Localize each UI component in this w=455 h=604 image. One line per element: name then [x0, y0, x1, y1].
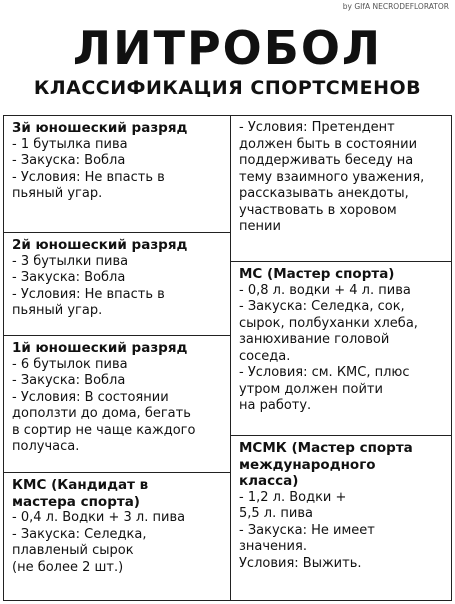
rank-line: - Условия: Не впасть в [12, 286, 165, 302]
poster-title: ЛИТРОБОЛ [72, 21, 383, 75]
rank-heading: класса) [239, 473, 299, 489]
rank-line: - Условия: см. КМС, плюс [239, 365, 410, 380]
rank-line: в сортир не чаще каждого [12, 422, 196, 438]
rank-line: участвовать в хоровом [239, 202, 397, 218]
rank-line: - 6 бутылок пива [12, 356, 128, 372]
rank-line: - Условия: Не впасть в [12, 169, 165, 185]
rank-line: (не более 2 шт.) [12, 559, 124, 575]
rank-heading: КМС (Кандидат в [12, 477, 149, 493]
rank-line: утром должен пойти [239, 381, 383, 397]
rank-line: тему взаимного уважения, [239, 169, 425, 185]
rank-line: рассказывать анекдоты, [239, 186, 409, 201]
rank-line: - Закуска: Селедка, [12, 526, 147, 542]
rank-line: - Закуска: Вобла [12, 270, 126, 285]
rank-2-junior-cell [4, 233, 230, 336]
rank-1-junior-cell [4, 336, 230, 473]
rank-3-junior-cell [4, 116, 230, 233]
rank-line: доползти до дома, бегать [12, 406, 191, 421]
rank-line: - Закуска: Не имеет [239, 522, 375, 538]
rank-heading: 2й юношеский разряд [12, 237, 188, 253]
rank-line: занюхивание головой [239, 332, 390, 347]
rank-line: - Закуска: Вобла [12, 373, 126, 388]
rank-line: - Условия: Претендент [239, 120, 395, 135]
rank-line: - 1,2 л. Водки + [239, 489, 347, 505]
rank-heading: МСМК (Мастер спорта [239, 440, 413, 456]
rank-heading: МС (Мастер спорта) [239, 266, 395, 282]
right-column [231, 116, 451, 600]
rank-line: - 0,8 л. водки + 4 л. пива [239, 282, 411, 298]
rank-line: 5,5 л. пива [239, 506, 313, 521]
classification-table [3, 115, 452, 601]
rank-heading: мастера спорта) [12, 493, 140, 510]
msmk-cell [231, 436, 451, 600]
rank-line: плавленый сырок [12, 543, 134, 558]
rank-line: - 0,4 л. Водки + 3 л. пива [12, 510, 186, 525]
author-credit: by GIfA NECRODEFLORATOR [342, 2, 449, 11]
rank-line: должен быть в состоянии [239, 136, 418, 152]
rank-line: сырок, полбуханки хлеба, [239, 315, 418, 331]
rank-line: пении [239, 219, 281, 234]
rank-line: - Закуска: Селедка, сок, [239, 299, 405, 314]
rank-line: поддерживать беседу на [239, 153, 414, 168]
rank-line: соседа. [239, 348, 291, 364]
rank-line: - 3 бутылки пива [12, 253, 129, 269]
rank-line: - Условия: В состоянии [12, 389, 169, 405]
rank-heading: 1й юношеский разряд [12, 340, 188, 356]
rank-line: - 1 бутылка пива [12, 136, 128, 152]
left-column [4, 116, 231, 600]
ms-cell [231, 262, 451, 436]
rank-line: на работу. [239, 398, 312, 413]
rank-line: значения. [239, 539, 307, 554]
rank-line: получаса. [12, 439, 80, 454]
poster-subtitle: КЛАССИФИКАЦИЯ СПОРТСМЕНОВ [33, 77, 422, 99]
kms-cell [4, 473, 230, 600]
rank-line: - Закуска: Вобла [12, 153, 126, 168]
rank-line: Условия: Выжить. [239, 555, 362, 571]
rank-line: пьяный угар. [12, 186, 103, 201]
rank-heading: международного [239, 456, 376, 473]
rank-line: пьяный угар. [12, 303, 103, 318]
rank-heading: 3й юношеский разряд [12, 120, 188, 136]
kms-conditions-cell [231, 116, 451, 262]
